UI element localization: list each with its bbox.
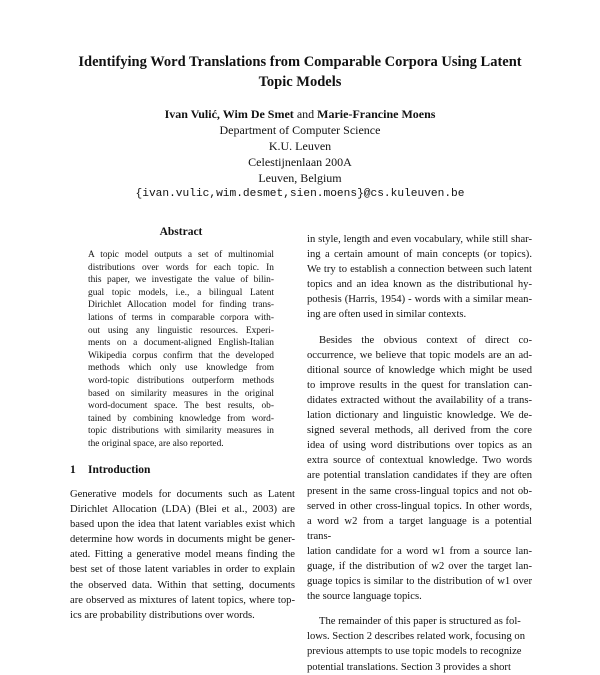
city-country: Leuven, Belgium (258, 171, 342, 185)
text-line: the observed data. Within that setting, documents (70, 579, 295, 591)
text-line: distributions over words for each topic. In (88, 262, 274, 273)
text-line: out using any linguistic resources. Experi- (88, 325, 274, 336)
department: Department of Computer Science (219, 123, 381, 137)
text-line: potential translations. Section 3 provides a short (307, 661, 511, 673)
text-line: are potential translation candidates if they are often (307, 470, 532, 482)
text-line: ditional source of knowledge which might be used (307, 364, 532, 376)
text-line: ing a certain amount of main concepts (or topics). (307, 249, 532, 261)
text-line: lows. Section 2 describes related work, focusing on (307, 631, 526, 643)
author-names-part-2: Marie-Francine Moens (317, 107, 436, 121)
text-line: The remainder of this paper is structured as fol- (319, 616, 521, 628)
text-line: didates extracted without the availability of a trans- (307, 394, 532, 406)
text-line: this paper, we investigate the value of bilin- (88, 275, 274, 286)
text-line: topic distributions with similarity measures in (88, 426, 274, 437)
text-line: guage, if the distribution of w2 over the target lan- (307, 560, 532, 572)
paragraph-gap (307, 323, 532, 333)
right-column (307, 232, 532, 675)
text-line: based upon the idea that latent variables exist which (70, 519, 295, 531)
section-heading-introduction (70, 463, 150, 477)
text-line: the source language topics. (307, 591, 422, 603)
text-line: determine how words in documents might be gener- (70, 534, 295, 546)
author-names (0, 106, 600, 122)
text-line: idea of using word distributions over topics as an (307, 440, 532, 452)
text-line: Wikipedia corpus confirm that the developed (88, 350, 274, 361)
text-line: word-topic distributions outperform methods (88, 375, 274, 386)
text-line: Besides the obvious context of direct co- (319, 334, 532, 346)
text-line: Dirichlet Allocation (LDA) (Blei et al., 2003) are (70, 504, 295, 516)
street-address: Celestijnenlaan 200A (248, 155, 352, 169)
author-names-part-1: Ivan Vulić, Wim De Smet (164, 107, 294, 121)
text-line: We try to establish a connection between such latent (307, 264, 532, 276)
text-line: topics and an idea known as the distributional hy- (307, 279, 532, 291)
title-line-1: Identifying Word Translations from Comparable Corpora Using Latent (78, 54, 522, 70)
introduction-body (70, 487, 295, 623)
text-line: pothesis (Harris, 1954) - words with a similar mean- (307, 294, 532, 306)
university: K.U. Leuven (268, 139, 332, 153)
paragraph-gap (307, 604, 532, 614)
text-line: lation dictionary and linguistic knowledge. We de- (307, 410, 532, 422)
text-line: based on similarity measures in the original (88, 388, 274, 399)
title-line-2: Topic Models (258, 74, 342, 90)
paragraph-1 (307, 232, 532, 323)
paper-title (70, 52, 530, 92)
text-line: signed several methods, all derived from the core (307, 425, 532, 437)
text-line: served in other cross-lingual topics. In other words, (307, 500, 532, 512)
text-line: lations of terms in comparable corpora with- (88, 312, 274, 323)
text-line: to improve results in the quest for translation can- (307, 379, 532, 391)
text-line: guage topics is similar to the distribution of w1 over (307, 576, 532, 588)
text-line: Generative models for documents such as Latent (70, 489, 295, 500)
text-line: ments on a document-aligned English-Italian (88, 338, 274, 349)
text-line: word-document space. The best results, ob- (88, 401, 274, 412)
author-block (0, 106, 600, 202)
paragraph-2 (307, 333, 532, 605)
text-line: lation candidate for a word w1 from a source lan- (307, 545, 532, 557)
text-line: gual topic models, i.e., a bilingual Latent (88, 287, 274, 298)
abstract-heading: Abstract (159, 226, 203, 238)
text-line: ics are probability distributions over words. (70, 609, 255, 621)
text-line: best set of those latent variables in order to explain (70, 564, 295, 576)
paragraph-3 (307, 614, 532, 674)
abstract-body (70, 249, 274, 451)
text-line: Dirichlet Allocation model for finding trans- (88, 300, 274, 311)
text-line: A topic model outputs a set of multinomial (88, 250, 274, 260)
text-line: methods which only use knowledge from (88, 363, 274, 374)
author-names-and: and (296, 107, 315, 121)
author-emails: {ivan.vulic,wim.desmet,sien.moens}@cs.kuleuven.be (135, 188, 465, 200)
text-line: the original space, are also reported. (88, 438, 224, 449)
left-column (70, 225, 292, 451)
text-line: previous attempts to use topic models to recognize (307, 646, 522, 658)
text-line: extra source of contextual knowledge. Two words (307, 455, 532, 467)
section-number: 1 (70, 464, 76, 476)
text-line: occurrence, we believe that topic models are an ad- (307, 349, 532, 361)
text-line: present in the same cross-lingual topics and not ob- (307, 485, 532, 497)
text-line: ated. Fitting a generative model means finding the (70, 549, 295, 561)
text-line: a word w2 from a target language is a potential trans- (307, 515, 532, 542)
text-line: are observed as mixtures of latent topics, where top- (70, 594, 295, 606)
text-line: in style, length and even vocabulary, while still shar- (307, 234, 532, 245)
text-line: ing are often used in similar contexts. (307, 309, 467, 321)
section-title: Introduction (88, 464, 151, 476)
text-line: tained by combining knowledge from word- (88, 413, 274, 424)
